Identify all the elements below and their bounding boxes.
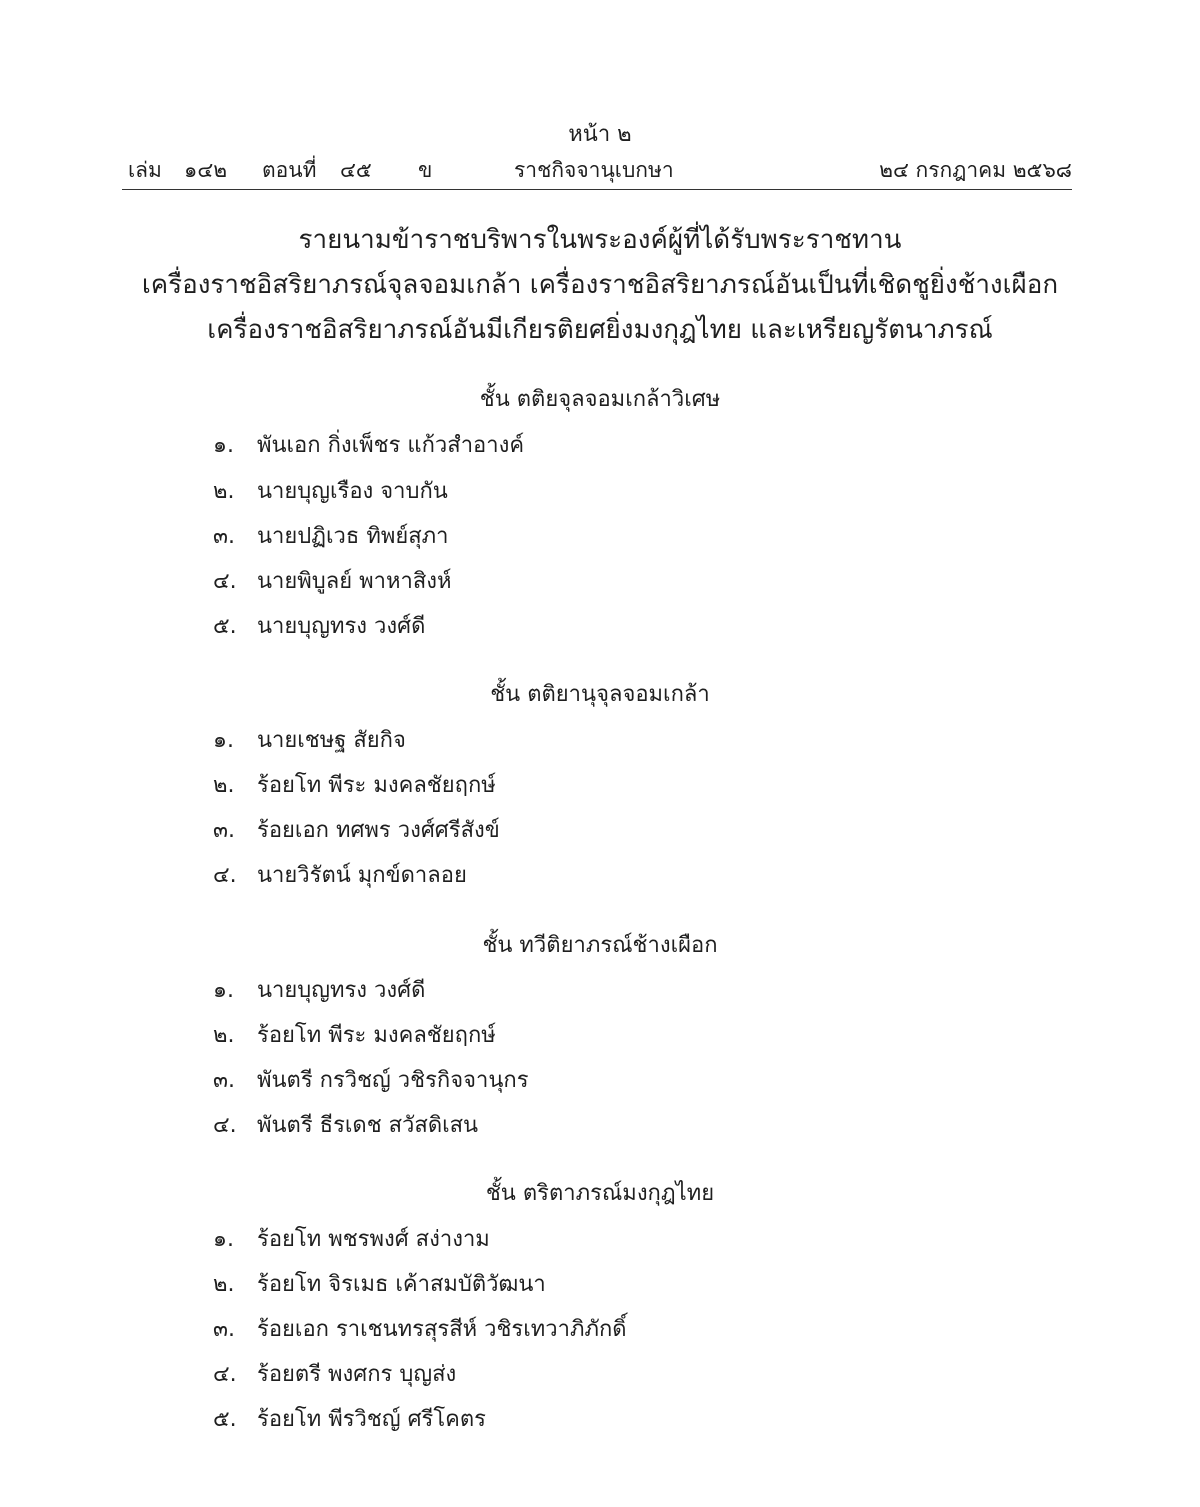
recipient-name: นายบุญทรง วงศ์ดี bbox=[257, 978, 426, 1003]
recipient-item bbox=[213, 1356, 456, 1391]
recipient-item bbox=[213, 972, 425, 1007]
recipient-name: นายบุญเรือง จาบกัน bbox=[257, 479, 448, 504]
recipient-name: นายเชษฐ สัยกิจ bbox=[257, 728, 406, 753]
recipient-name: ร้อยตรี พงศกร บุญส่ง bbox=[257, 1362, 457, 1387]
recipient-number: ๓. bbox=[213, 1317, 236, 1342]
volume-number: ๑๔๒ bbox=[184, 158, 228, 182]
recipient-number: ๑. bbox=[213, 1227, 234, 1252]
issue-label: ตอนที่ bbox=[262, 158, 317, 182]
section-letter: ข bbox=[418, 158, 433, 182]
recipient-number: ๑. bbox=[213, 433, 234, 458]
recipient-number: ๒. bbox=[213, 1023, 235, 1048]
recipient-number: ๔. bbox=[213, 1113, 237, 1138]
gazette-header bbox=[122, 154, 1072, 188]
title-line-2: เครื่องราชอิสริยาภรณ์จุลจอมเกล้า เครื่องราชอิสริยาภรณ์อันเป็นที่เชิดชูยิ่งช้างเผือก bbox=[141, 270, 1059, 300]
gazette-name: ราชกิจจานุเบกษา bbox=[514, 158, 674, 182]
recipient-name: พันตรี กรวิชญ์ วชิรกิจจานุกร bbox=[257, 1068, 529, 1093]
page-number: หน้า ๒ bbox=[568, 122, 632, 147]
recipient-name: พันตรี ธีรเดช สวัสดิเสน bbox=[257, 1113, 479, 1138]
section-heading: ชั้น ทวีติยาภรณ์ช้างเผือก bbox=[482, 933, 718, 958]
recipient-item bbox=[213, 1311, 627, 1346]
recipient-name: นายบุญทรง วงศ์ดี bbox=[257, 614, 426, 639]
recipient-item bbox=[213, 563, 452, 598]
recipient-number: ๔. bbox=[213, 569, 237, 594]
recipient-name: ร้อยโท พีระ มงคลชัยฤกษ์ bbox=[257, 773, 496, 798]
recipient-number: ๒. bbox=[213, 479, 235, 504]
section-heading: ชั้น ตติยานุจุลจอมเกล้า bbox=[490, 682, 710, 707]
recipient-item bbox=[213, 473, 448, 508]
recipient-number: ๒. bbox=[213, 1272, 235, 1297]
recipient-item bbox=[213, 767, 496, 802]
recipient-name: นายปฏิเวธ ทิพย์สุภา bbox=[257, 524, 449, 549]
recipient-item bbox=[213, 427, 524, 462]
recipient-number: ๓. bbox=[213, 1068, 236, 1093]
volume-label: เล่ม bbox=[128, 158, 162, 182]
recipient-item bbox=[213, 722, 406, 757]
recipient-name: ร้อยเอก ทศพร วงศ์ศรีสังข์ bbox=[257, 818, 500, 843]
recipient-item bbox=[213, 608, 425, 643]
recipient-name: ร้อยโท จิรเมธ เค้าสมบัติวัฒนา bbox=[257, 1272, 546, 1297]
recipient-number: ๑. bbox=[213, 978, 234, 1003]
publication-date: ๒๔ กรกฎาคม ๒๕๖๘ bbox=[879, 158, 1072, 182]
recipient-number: ๓. bbox=[213, 524, 236, 549]
title-line-1: รายนามข้าราชบริพารในพระองค์ผู้ที่ได้รับพระราชทาน bbox=[298, 225, 902, 255]
recipient-item bbox=[213, 857, 467, 892]
recipient-name: ร้อยโท พีรวิชญ์ ศรีโคตร bbox=[257, 1407, 486, 1432]
recipient-name: นายวิรัตน์ มุกข์ดาลอย bbox=[257, 863, 467, 888]
recipient-number: ๓. bbox=[213, 818, 236, 843]
header-divider bbox=[122, 189, 1072, 190]
recipient-item bbox=[213, 812, 500, 847]
recipient-item bbox=[213, 1401, 486, 1436]
recipient-name: ร้อยโท พชรพงศ์ สง่างาม bbox=[257, 1227, 490, 1252]
recipient-number: ๑. bbox=[213, 728, 234, 753]
recipient-name: ร้อยโท พีระ มงคลชัยฤกษ์ bbox=[257, 1023, 496, 1048]
recipient-item bbox=[213, 1266, 546, 1301]
section-heading: ชั้น ตริตาภรณ์มงกุฎไทย bbox=[485, 1181, 715, 1206]
recipient-item bbox=[213, 1221, 490, 1256]
title-line-3: เครื่องราชอิสริยาภรณ์อันมีเกียรติยศยิ่งมงกุฎไทย และเหรียญรัตนาภรณ์ bbox=[207, 315, 993, 345]
recipient-item bbox=[213, 1062, 529, 1097]
recipient-name: พันเอก กิ่งเพ็ชร แก้วสำอางค์ bbox=[257, 433, 525, 458]
recipient-name: นายพิบูลย์ พาหาสิงห์ bbox=[257, 569, 452, 594]
recipient-item bbox=[213, 1017, 496, 1052]
recipient-number: ๔. bbox=[213, 863, 237, 888]
recipient-number: ๒. bbox=[213, 773, 235, 798]
recipient-number: ๕. bbox=[213, 1407, 237, 1432]
document-title bbox=[0, 218, 1200, 353]
recipient-number: ๕. bbox=[213, 614, 237, 639]
recipient-item bbox=[213, 1107, 478, 1142]
section-heading: ชั้น ตติยจุลจอมเกล้าวิเศษ bbox=[479, 387, 721, 412]
recipient-number: ๔. bbox=[213, 1362, 237, 1387]
issue-number: ๔๕ bbox=[340, 158, 372, 182]
recipient-item bbox=[213, 518, 449, 553]
recipient-name: ร้อยเอก ราเชนทรสุรสีห์ วชิรเทวาภิภักดิ์ bbox=[257, 1317, 627, 1342]
